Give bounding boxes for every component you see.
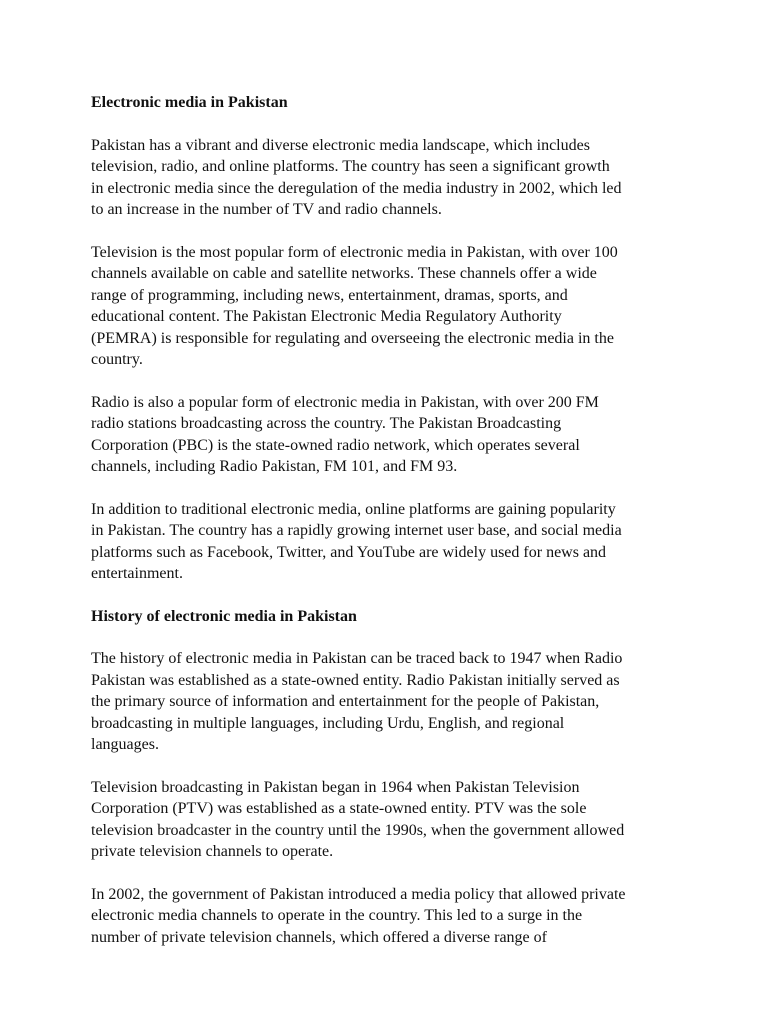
document-page: [91, 92, 691, 969]
section-heading: Electronic media in Pakistan: [91, 94, 288, 111]
text-line: channels, including Radio Pakistan, FM 101, and FM 93.: [91, 458, 458, 475]
text-line: private television channels to operate.: [91, 843, 334, 860]
text-line: entertainment.: [91, 565, 183, 582]
text-line: languages.: [91, 736, 159, 753]
text-line: radio stations broadcasting across the country. The Pakistan Broadcasting: [91, 415, 562, 432]
text-line: country.: [91, 351, 143, 368]
paragraph: [91, 392, 691, 478]
text-line: number of private television channels, which offered a diverse range of: [91, 928, 547, 946]
text-line: Corporation (PBC) is the state-owned radio network, which operates several: [91, 436, 580, 454]
text-line: channels available on cable and satellite networks. These channels offer a wide: [91, 265, 597, 282]
text-line: Pakistan has a vibrant and diverse electronic media landscape, which includes: [91, 136, 590, 154]
paragraph: [91, 499, 691, 585]
text-line: to an increase in the number of TV and radio channels.: [91, 201, 442, 218]
text-line: The history of electronic media in Pakistan can be traced back to 1947 when Radio: [91, 650, 623, 667]
text-line: platforms such as Facebook, Twitter, and YouTube are widely used for news and: [91, 543, 607, 561]
text-line: electronic media channels to operate in the country. This led to a surge in the: [91, 907, 583, 924]
text-line: Radio is also a popular form of electronic media in Pakistan, with over 200 FM: [91, 393, 599, 411]
paragraph: [91, 777, 691, 863]
text-line: the primary source of information and entertainment for the people of Pakistan,: [91, 693, 600, 710]
paragraph: [91, 884, 691, 949]
text-line: broadcasting in multiple languages, including Urdu, English, and regional: [91, 714, 565, 732]
text-line: in electronic media since the deregulation of the media industry in 2002, which led: [91, 179, 622, 197]
text-line: in Pakistan. The country has a rapidly growing internet user base, and social media: [91, 522, 622, 539]
paragraph: [91, 135, 691, 221]
paragraph: [91, 242, 691, 371]
text-line: Television broadcasting in Pakistan began in 1964 when Pakistan Television: [91, 778, 580, 796]
section-heading: History of electronic media in Pakistan: [91, 607, 357, 625]
text-line: television, radio, and online platforms. The country has seen a significant growth: [91, 158, 610, 175]
text-line: television broadcaster in the country until the 1990s, when the government allowed: [91, 821, 625, 839]
text-line: Corporation (PTV) was established as a state-owned entity. PTV was the sole: [91, 800, 587, 817]
text-line: range of programming, including news, entertainment, dramas, sports, and: [91, 286, 568, 304]
text-line: In 2002, the government of Pakistan introduced a media policy that allowed private: [91, 885, 626, 903]
text-line: In addition to traditional electronic media, online platforms are gaining popularity: [91, 500, 616, 518]
text-line: Television is the most popular form of electronic media in Pakistan, with over 100: [91, 243, 618, 261]
paragraph: [91, 648, 691, 756]
text-line: (PEMRA) is responsible for regulating and overseeing the electronic media in the: [91, 329, 614, 347]
text-line: educational content. The Pakistan Electronic Media Regulatory Authority: [91, 308, 562, 325]
text-line: Pakistan was established as a state-owned entity. Radio Pakistan initially served as: [91, 671, 620, 689]
